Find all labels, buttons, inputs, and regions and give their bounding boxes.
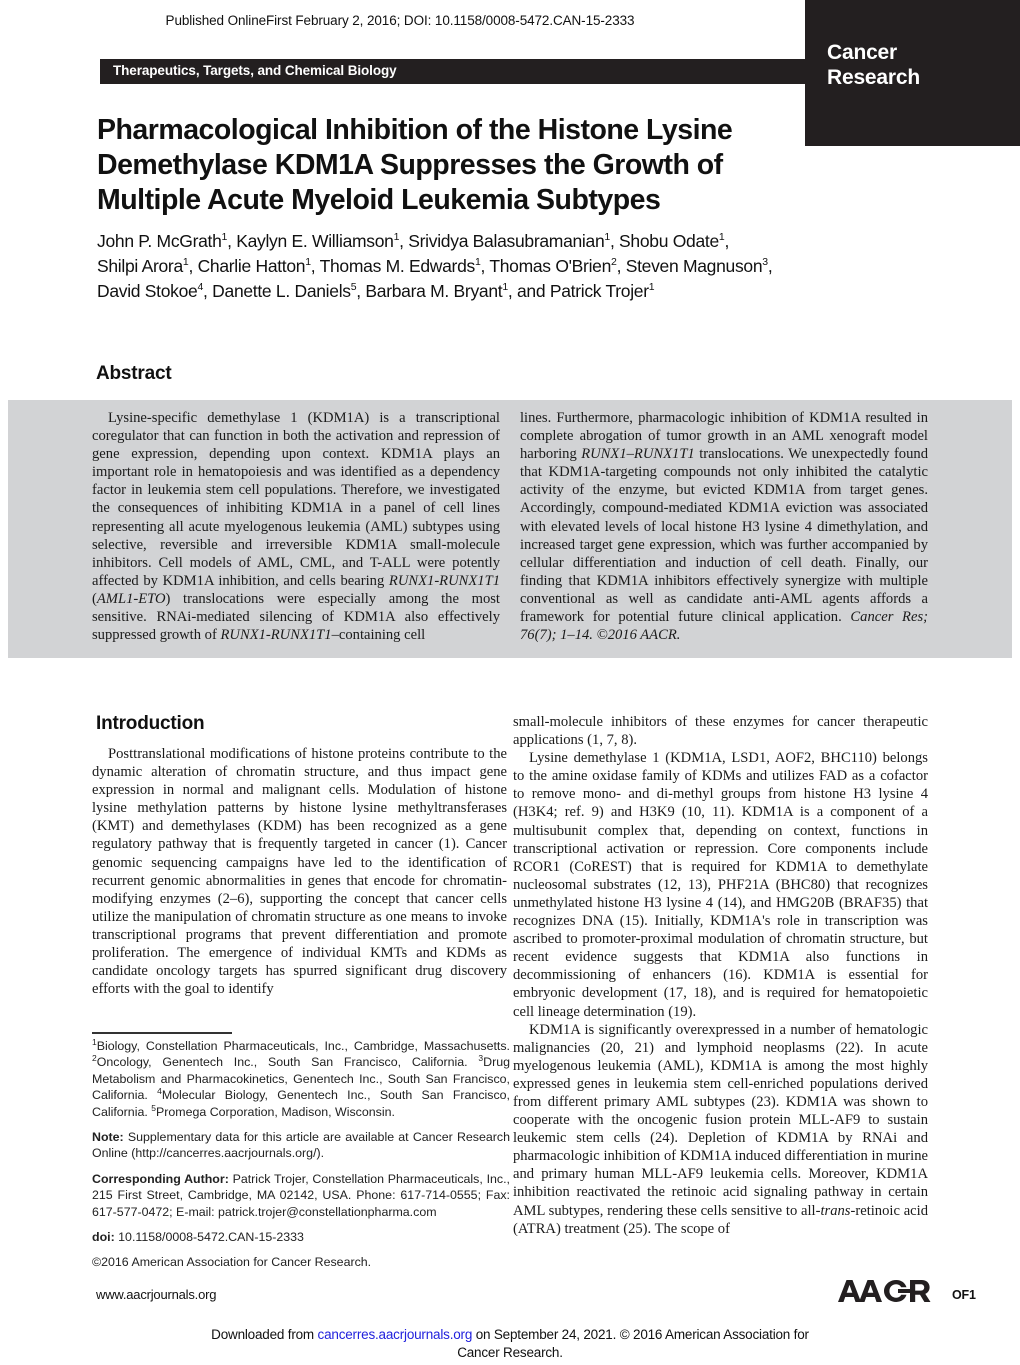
aacr-logo-icon bbox=[836, 1278, 944, 1304]
journal-name-line2: Research bbox=[827, 66, 920, 89]
note-label: Note: bbox=[92, 1130, 124, 1145]
corresponding-author-text: Patrick Trojer, Constellation Pharmaceuticals, Inc., 215 First Street, Cambridge, MA 02142, USA. Phone: 617-714-0555; Fax: 617-577-0472; E-mail: patrick.trojer@constellationpharma.com bbox=[92, 1171, 510, 1219]
author-affiliation-marker: 3 bbox=[762, 256, 768, 268]
download-source-link[interactable]: cancerres.aacrjournals.org bbox=[317, 1327, 473, 1342]
affiliation-marker: 1 bbox=[92, 1037, 97, 1047]
affiliation-text: Biology, Constellation Pharmaceuticals, Inc., Cambridge, Massachusetts. bbox=[96, 1039, 510, 1053]
copyright-note: ©2016 American Association for Cancer Research. bbox=[92, 1255, 372, 1270]
author-affiliation-marker: 2 bbox=[611, 256, 617, 268]
abstract-text: ( bbox=[92, 590, 97, 607]
doi-value: 10.1158/0008-5472.CAN-15-2333 bbox=[114, 1230, 304, 1245]
abstract-heading: Abstract bbox=[96, 363, 172, 384]
journal-masthead-title bbox=[827, 40, 920, 90]
page-folio-number: OF1 bbox=[952, 1288, 976, 1302]
author-affiliation-marker: 1 bbox=[604, 231, 610, 243]
author-name: David Stokoe bbox=[97, 281, 198, 301]
abstract-gene-name: AML1-ETO bbox=[96, 590, 166, 607]
author-name: , Thomas M. Edwards bbox=[310, 256, 475, 276]
author-name: , Steven Magnuson bbox=[616, 256, 763, 276]
affiliation-text: Oncology, Genentech Inc., South San Francisco, California. bbox=[96, 1055, 479, 1070]
author-name: , Srividya Balasubramanian bbox=[399, 231, 605, 251]
body-paragraph: Lysine demethylase 1 (KDM1A, LSD1, AOF2, BHC110) belongs to the amine oxidase family of KDMs and utilizes FAD as a cofactor to remove mono- and di-methyl groups from histone H3 lysine 4 (H3K4; ref. 9) and H3K9 (10, 11). KDM1A is a component of a multisubunit complex that, depending on context, functions in transcriptional activation or repression. Core components include RCOR1 (CoREST) that is required for KDM1A to demethylate nucleosomal substrates (12, 13), PHF21A (BHC80) that recognizes unmethylated histone H3 lysine 4 (14), and HMG20B (BRAF35) that recognizes DNA (15). Initially, KDM1A's role in transcription was ascribed to promoter-proximal modulation of chromatin structure, but recent evidence suggests that KDM1A also functions in decommissioning of enhancers (16). KDM1A is essential for embryonic development (17, 18), and is required for hematopoietic cell lineage determination (19). bbox=[513, 750, 928, 1020]
affiliation-marker: 5 bbox=[151, 1102, 156, 1113]
journal-masthead-block bbox=[805, 0, 1020, 146]
article-category-bar bbox=[100, 59, 820, 84]
author-affiliation-marker: 1 bbox=[393, 231, 400, 243]
abstract-text: translocations. We unexpectedly found that KDM1A-targeting compounds not only inhibited the catalytic activity of the enzyme, but evicted KDM1A from target genes. Accordingly, compound-mediated KDM1A eviction was associated with elevated levels of local histone H3 lysine 4 dimethylation, and increased target gene expression, which was further accompanied by cellular differentiation and induction of cell death. Finally, our finding that KDM1A inhibitors effectively synergize with multiple conventional as well as candidate anti-AML agents affords a framework for potential future clinical application. bbox=[520, 446, 928, 626]
abstract-gene-name: RUNX1-RUNX1T1 bbox=[220, 627, 332, 644]
author-name: , Danette L. Daniels bbox=[203, 281, 351, 301]
author-affiliation-marker: 1 bbox=[648, 281, 655, 293]
body-paragraph: small-molecule inhibitors of these enzymes for cancer therapeutic applications (1, 7, 8). bbox=[513, 714, 928, 749]
abstract-column-right bbox=[520, 409, 928, 644]
introduction-heading: Introduction bbox=[96, 713, 205, 734]
affiliation-text: Drug Metabolism and Pharmacokinetics, Genentech Inc., South San Francisco, California. bbox=[92, 1055, 510, 1103]
author-affiliation-marker: 1 bbox=[474, 256, 481, 268]
affiliation-text: Molecular Biology, Genentech Inc., South San Francisco, California. bbox=[92, 1088, 510, 1119]
article-title: Pharmacological Inhibition of the Histone Lysine Demethylase KDM1A Suppresses the Growth of Multiple Acute Myeloid Leukemia Subtypes bbox=[97, 114, 733, 216]
doi-note bbox=[92, 1229, 510, 1245]
download-provenance-line bbox=[0, 1326, 1020, 1362]
body-italic-term: trans bbox=[820, 1202, 851, 1219]
author-affiliation-marker: 1 bbox=[502, 281, 508, 293]
affiliation-text: Promega Corporation, Madison, Wisconsin. bbox=[155, 1104, 395, 1119]
footnote-divider bbox=[92, 1032, 232, 1034]
affiliation-marker: 2 bbox=[92, 1053, 97, 1064]
body-text: KDM1A is significantly overexpressed in a number of hematologic malignancies (20, 21) and lymphoid neoplasms (22). In acute myelogenous leukemia (AML), KDM1A is among the most highly expressed genes in leukemia stem cell-enriched populations derived from different primary AML subtypes (23). KDM1A was shown to cooperate with the oncogenic fusion protein MLL-AF9 to sustain leukemic stem cells (24). Depletion of KDM1A by RNAi and pharmacologic inhibition of KDM1A induced differentiation in murine and primary human MLL-AF9 leukemia cells. Moreover, KDM1A inhibition reactivated the retinoic acid signaling pathway in certain AML subtypes, rendering these cells sensitive to all- bbox=[513, 1021, 928, 1219]
abstract-citation: Cancer Res; 76(7); 1–14. ©2016 AACR. bbox=[520, 609, 928, 644]
abstract-gene-name: RUNX1–RUNX1T1 bbox=[581, 446, 695, 463]
abstract-text: –containing cell bbox=[331, 627, 426, 644]
article-category-label: Therapeutics, Targets, and Chemical Biology bbox=[113, 63, 397, 78]
author-affiliation-marker: 1 bbox=[221, 231, 228, 243]
corresponding-author-note bbox=[92, 1171, 510, 1220]
author-name: Shilpi Arora bbox=[97, 256, 183, 276]
abstract-column-left bbox=[92, 409, 500, 644]
supplementary-note bbox=[92, 1129, 510, 1162]
affiliation-marker: 3 bbox=[478, 1053, 484, 1064]
introduction-column-left bbox=[92, 745, 507, 998]
author-name: John P. McGrath bbox=[97, 231, 222, 251]
download-prefix-text: Downloaded from bbox=[211, 1327, 318, 1342]
body-paragraph bbox=[513, 1021, 928, 1238]
affiliations-footnote bbox=[92, 1038, 510, 1120]
abstract-text: lines. Furthermore, pharmacologic inhibition of KDM1A resulted in complete abrogation of tumor growth in an AML xenograft model harboring bbox=[520, 410, 928, 463]
author-affiliation-marker: 4 bbox=[197, 281, 204, 293]
author-affiliation-marker: 1 bbox=[182, 256, 189, 268]
author-affiliation-marker: 1 bbox=[305, 256, 311, 268]
journal-name-line1: Cancer bbox=[827, 41, 898, 64]
abstract-columns bbox=[0, 409, 1020, 644]
author-name: , Barbara M. Bryant bbox=[356, 281, 503, 301]
journal-website-url: www.aacrjournals.org bbox=[96, 1287, 217, 1302]
author-name: , Charlie Hatton bbox=[188, 256, 306, 276]
corresponding-author-label: Corresponding Author: bbox=[92, 1171, 229, 1186]
author-name: , Kaylyn E. Williamson bbox=[227, 231, 394, 251]
author-name: , Thomas O'Brien bbox=[480, 256, 612, 276]
download-suffix-text: on September 24, 2021. © 2016 American Association for bbox=[472, 1327, 809, 1342]
author-affiliation-marker: 5 bbox=[350, 281, 357, 293]
abstract-paragraph bbox=[92, 409, 500, 644]
abstract-gene-name: RUNX1-RUNX1T1 bbox=[388, 572, 500, 589]
author-name: , Shobu Odate bbox=[609, 231, 719, 251]
footnote-block bbox=[92, 1038, 510, 1280]
affiliation-marker: 4 bbox=[157, 1086, 162, 1097]
body-text: -retinoic acid (ATRA) treatment (25). The scope of bbox=[513, 1202, 929, 1237]
author-list: John P. McGrath$^1$, Kaylyn E. Williamson$^1$, Srividya Balasubramanian$^1$, Shobu Odate$^1$, Shilpi Arora$^1$, Charlie Hatton$^1$, Thomas M. Edwards$^1$, Thomas O'Brien$^2$, Steven Magnuson$^3$, David Stokoe$^4$, Danette L. Daniels$^5$, Barbara M. Bryant$^1$, and Patrick Trojer$^1$ bbox=[97, 231, 773, 301]
download-line-two: Cancer Research. bbox=[457, 1345, 563, 1360]
published-online-doi-line: Published OnlineFirst February 2, 2016; DOI: 10.1158/0008-5472.CAN-15-2333 bbox=[165, 13, 635, 28]
body-paragraph: Posttranslational modifications of histone proteins contribute to the dynamic alteration of chromatin structure, and thus impact gene expression in normal and malignant cells. Modulation of histone lysine methylation patterns by histone lysine methyltransferases (KMT) and demethylases (KDM) has been recognized as a gene regulatory pathway that is frequently targeted in cancer (1). Cancer genomic sequencing campaigns have led to the identification of recurrent genomic abnormalities in genes that encode for chromatin-modifying enzymes (2–6), supporting the concept that cancer cells utilize the manipulation of chromatin structure as one means to invoke transcriptional programs that prevent differentiation and promote proliferation. The emergence of individual KMTs and KDMs as candidate oncology targets has spurred significant drug discovery efforts with the goal to identify bbox=[92, 746, 507, 998]
abstract-paragraph bbox=[520, 409, 928, 644]
note-text: Supplementary data for this article are available at Cancer Research Online (http://cancerres.aacrjournals.org/). bbox=[92, 1130, 510, 1161]
author-name: , and Patrick Trojer bbox=[507, 281, 649, 301]
abstract-text: Lysine-specific demethylase 1 (KDM1A) is a transcriptional coregulator that can function in both the activation and repression of gene expression, depending upon context. KDM1A plays an important role in hematopoiesis and was identified as a dependency factor in leukemia stem cell populations. Therefore, we investigated the consequences of inhibiting KDM1A in a panel of cell lines representing all acute myelogenous leukemia (AML) subtypes using selective, reversible and irreversible KDM1A small-molecule inhibitors. Cell models of AML, CML, and T-ALL were potently affected by KDM1A inhibition, and cells bearing bbox=[92, 410, 500, 589]
introduction-column-right bbox=[513, 713, 928, 1238]
doi-label: doi: bbox=[92, 1230, 115, 1245]
abstract-text: ) translocations were especially among the most sensitive. RNAi-mediated silencing of KDM1A also effectively suppressed growth of bbox=[92, 590, 500, 644]
author-affiliation-marker: 1 bbox=[718, 231, 725, 243]
